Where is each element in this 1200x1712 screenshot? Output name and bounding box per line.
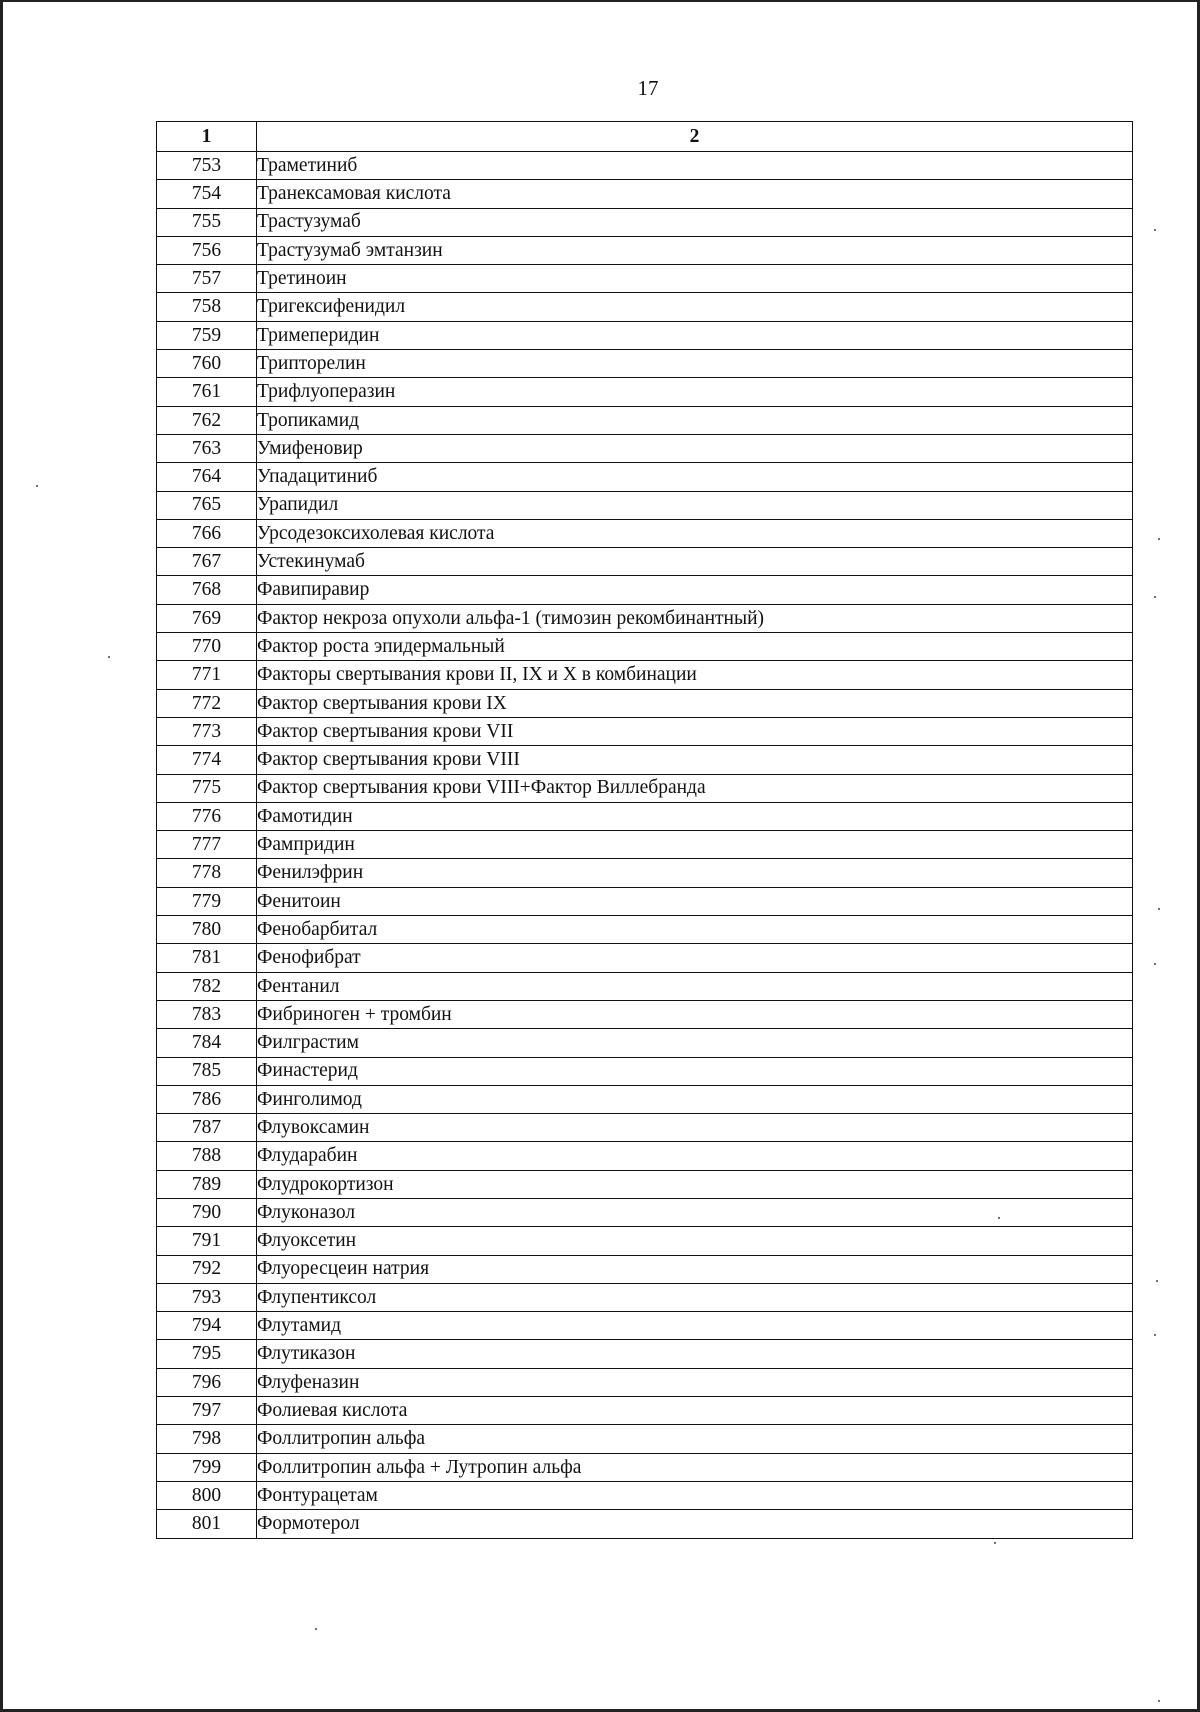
- table-row: [157, 208, 1133, 236]
- row-number: 753: [157, 152, 257, 180]
- drug-name: Фактор свертывания крови VIII: [257, 746, 1133, 774]
- row-number: 765: [157, 491, 257, 519]
- table-row: [157, 859, 1133, 887]
- row-number: 776: [157, 802, 257, 830]
- drug-name: Флуоксетин: [257, 1227, 1133, 1255]
- drug-name: Фактор свертывания крови VIII+Фактор Виллебранда: [257, 774, 1133, 802]
- drug-name: Фенитоин: [257, 887, 1133, 915]
- table-row: [157, 434, 1133, 462]
- row-number: 791: [157, 1227, 257, 1255]
- table-row: [157, 321, 1133, 349]
- drug-name: Факторы свертывания крови II, IX и X в комбинации: [257, 661, 1133, 689]
- table-row: [157, 491, 1133, 519]
- table-row: [157, 548, 1133, 576]
- drug-name: Финастерид: [257, 1057, 1133, 1085]
- drug-name: Фактор роста эпидермальный: [257, 633, 1133, 661]
- table-row: [157, 1000, 1133, 1028]
- table-row: [157, 831, 1133, 859]
- table-row: [157, 944, 1133, 972]
- drug-name: Фолиевая кислота: [257, 1397, 1133, 1425]
- table-row: [157, 293, 1133, 321]
- table-row: [157, 265, 1133, 293]
- row-number: 760: [157, 350, 257, 378]
- drug-name: Урапидил: [257, 491, 1133, 519]
- drug-name: Флуоресцеин натрия: [257, 1255, 1133, 1283]
- drug-name: Трастузумаб эмтанзин: [257, 236, 1133, 264]
- drug-name: Устекинумаб: [257, 548, 1133, 576]
- drug-name: Трипторелин: [257, 350, 1133, 378]
- table-row: [157, 1142, 1133, 1170]
- table-row: [157, 1057, 1133, 1085]
- row-number: 794: [157, 1312, 257, 1340]
- table-row: [157, 1481, 1133, 1509]
- table-row: [157, 1198, 1133, 1226]
- drug-name: Траметиниб: [257, 152, 1133, 180]
- row-number: 766: [157, 519, 257, 547]
- table-row: [157, 1283, 1133, 1311]
- table-row: [157, 576, 1133, 604]
- row-number: 764: [157, 463, 257, 491]
- row-number: 782: [157, 972, 257, 1000]
- table-row: [157, 1170, 1133, 1198]
- drug-name: Умифеновир: [257, 434, 1133, 462]
- table-row: [157, 1255, 1133, 1283]
- row-number: 758: [157, 293, 257, 321]
- scan-speck: [1154, 963, 1156, 965]
- row-number: 795: [157, 1340, 257, 1368]
- table-row: [157, 1114, 1133, 1142]
- row-number: 798: [157, 1425, 257, 1453]
- table-row: [157, 406, 1133, 434]
- row-number: 801: [157, 1510, 257, 1538]
- table-row: [157, 1397, 1133, 1425]
- table-row: [157, 802, 1133, 830]
- drug-name: Флутамид: [257, 1312, 1133, 1340]
- drug-name: Фактор некроза опухоли альфа-1 (тимозин рекомбинантный): [257, 604, 1133, 632]
- table-row: [157, 350, 1133, 378]
- row-number: 767: [157, 548, 257, 576]
- drug-name: Флуфеназин: [257, 1368, 1133, 1396]
- drug-name: Упадацитиниб: [257, 463, 1133, 491]
- table-row: [157, 519, 1133, 547]
- scan-speck: [1158, 1700, 1160, 1702]
- row-number: 761: [157, 378, 257, 406]
- table-row: [157, 604, 1133, 632]
- row-number: 756: [157, 236, 257, 264]
- row-number: 792: [157, 1255, 257, 1283]
- table-row: [157, 887, 1133, 915]
- row-number: 772: [157, 689, 257, 717]
- row-number: 777: [157, 831, 257, 859]
- scan-speck: [1154, 1334, 1156, 1336]
- drug-name: Транексамовая кислота: [257, 180, 1133, 208]
- scan-edge-left: [0, 0, 3, 1712]
- table-row: [157, 180, 1133, 208]
- row-number: 754: [157, 180, 257, 208]
- table-header-row: [157, 122, 1133, 152]
- row-number: 770: [157, 633, 257, 661]
- row-number: 790: [157, 1198, 257, 1226]
- table-row: [157, 1085, 1133, 1113]
- drug-name: Флутиказон: [257, 1340, 1133, 1368]
- table-row: [157, 1510, 1133, 1538]
- table-row: [157, 1425, 1133, 1453]
- scan-speck: [1154, 596, 1156, 598]
- drug-name: Тримеперидин: [257, 321, 1133, 349]
- drug-name: Трифлуоперазин: [257, 378, 1133, 406]
- row-number: 787: [157, 1114, 257, 1142]
- drug-name: Третиноин: [257, 265, 1133, 293]
- scan-speck: [315, 1628, 317, 1630]
- table-row: [157, 774, 1133, 802]
- drug-name: Флудрокортизон: [257, 1170, 1133, 1198]
- row-number: 779: [157, 887, 257, 915]
- row-number: 781: [157, 944, 257, 972]
- table-row: [157, 1368, 1133, 1396]
- drug-name: Фенилэфрин: [257, 859, 1133, 887]
- scan-speck: [1154, 229, 1156, 231]
- row-number: 784: [157, 1029, 257, 1057]
- drug-name: Фактор свертывания крови VII: [257, 717, 1133, 745]
- table-row: [157, 689, 1133, 717]
- drug-name: Флударабин: [257, 1142, 1133, 1170]
- drug-name: Тригексифенидил: [257, 293, 1133, 321]
- drug-name: Флувоксамин: [257, 1114, 1133, 1142]
- table-row: [157, 236, 1133, 264]
- column-header-name: 2: [257, 122, 1133, 152]
- table-row: [157, 717, 1133, 745]
- drug-name: Формотерол: [257, 1510, 1133, 1538]
- table-row: [157, 1453, 1133, 1481]
- row-number: 774: [157, 746, 257, 774]
- table-row: [157, 661, 1133, 689]
- row-number: 799: [157, 1453, 257, 1481]
- scan-speck: [1158, 538, 1160, 540]
- row-number: 769: [157, 604, 257, 632]
- drug-name: Фоллитропин альфа: [257, 1425, 1133, 1453]
- drug-name: Флупентиксол: [257, 1283, 1133, 1311]
- drug-name: Урсодезоксихолевая кислота: [257, 519, 1133, 547]
- row-number: 780: [157, 916, 257, 944]
- drug-name: Фактор свертывания крови IX: [257, 689, 1133, 717]
- drug-name: Тропикамид: [257, 406, 1133, 434]
- table-row: [157, 1312, 1133, 1340]
- page-number: 17: [637, 76, 659, 100]
- table-row: [157, 916, 1133, 944]
- row-number: 796: [157, 1368, 257, 1396]
- row-number: 800: [157, 1481, 257, 1509]
- row-number: 785: [157, 1057, 257, 1085]
- row-number: 788: [157, 1142, 257, 1170]
- drug-name: Трастузумаб: [257, 208, 1133, 236]
- scan-speck: [1156, 1280, 1158, 1282]
- drug-name: Фавипиравир: [257, 576, 1133, 604]
- drug-name: Фибриноген + тромбин: [257, 1000, 1133, 1028]
- table-row: [157, 463, 1133, 491]
- drug-name: Фентанил: [257, 972, 1133, 1000]
- scan-speck: [1158, 908, 1160, 910]
- row-number: 759: [157, 321, 257, 349]
- drug-name: Финголимод: [257, 1085, 1133, 1113]
- row-number: 778: [157, 859, 257, 887]
- drug-name: Флуконазол: [257, 1198, 1133, 1226]
- row-number: 763: [157, 434, 257, 462]
- row-number: 771: [157, 661, 257, 689]
- scan-speck: [108, 656, 110, 658]
- drug-name: Фамотидин: [257, 802, 1133, 830]
- drug-name: Фонтурацетам: [257, 1481, 1133, 1509]
- table-row: [157, 1029, 1133, 1057]
- table-row: [157, 1227, 1133, 1255]
- table-row: [157, 378, 1133, 406]
- row-number: 786: [157, 1085, 257, 1113]
- drug-name: Фампридин: [257, 831, 1133, 859]
- table-row: [157, 746, 1133, 774]
- table-row: [157, 972, 1133, 1000]
- row-number: 757: [157, 265, 257, 293]
- row-number: 789: [157, 1170, 257, 1198]
- scan-edge-top: [0, 0, 1200, 2]
- table-row: [157, 152, 1133, 180]
- drug-name: Фоллитропин альфа + Лутропин альфа: [257, 1453, 1133, 1481]
- table-row: [157, 633, 1133, 661]
- scan-speck: [998, 1217, 1000, 1219]
- table-body: [157, 152, 1133, 1539]
- drug-name: Фенофибрат: [257, 944, 1133, 972]
- row-number: 762: [157, 406, 257, 434]
- drug-table: [156, 121, 1133, 1539]
- row-number: 755: [157, 208, 257, 236]
- row-number: 783: [157, 1000, 257, 1028]
- row-number: 797: [157, 1397, 257, 1425]
- table-row: [157, 1340, 1133, 1368]
- drug-name: Филграстим: [257, 1029, 1133, 1057]
- row-number: 768: [157, 576, 257, 604]
- row-number: 793: [157, 1283, 257, 1311]
- scan-speck: [994, 1542, 996, 1544]
- row-number: 775: [157, 774, 257, 802]
- scan-speck: [36, 485, 38, 487]
- row-number: 773: [157, 717, 257, 745]
- column-header-number: 1: [157, 122, 257, 152]
- drug-name: Фенобарбитал: [257, 916, 1133, 944]
